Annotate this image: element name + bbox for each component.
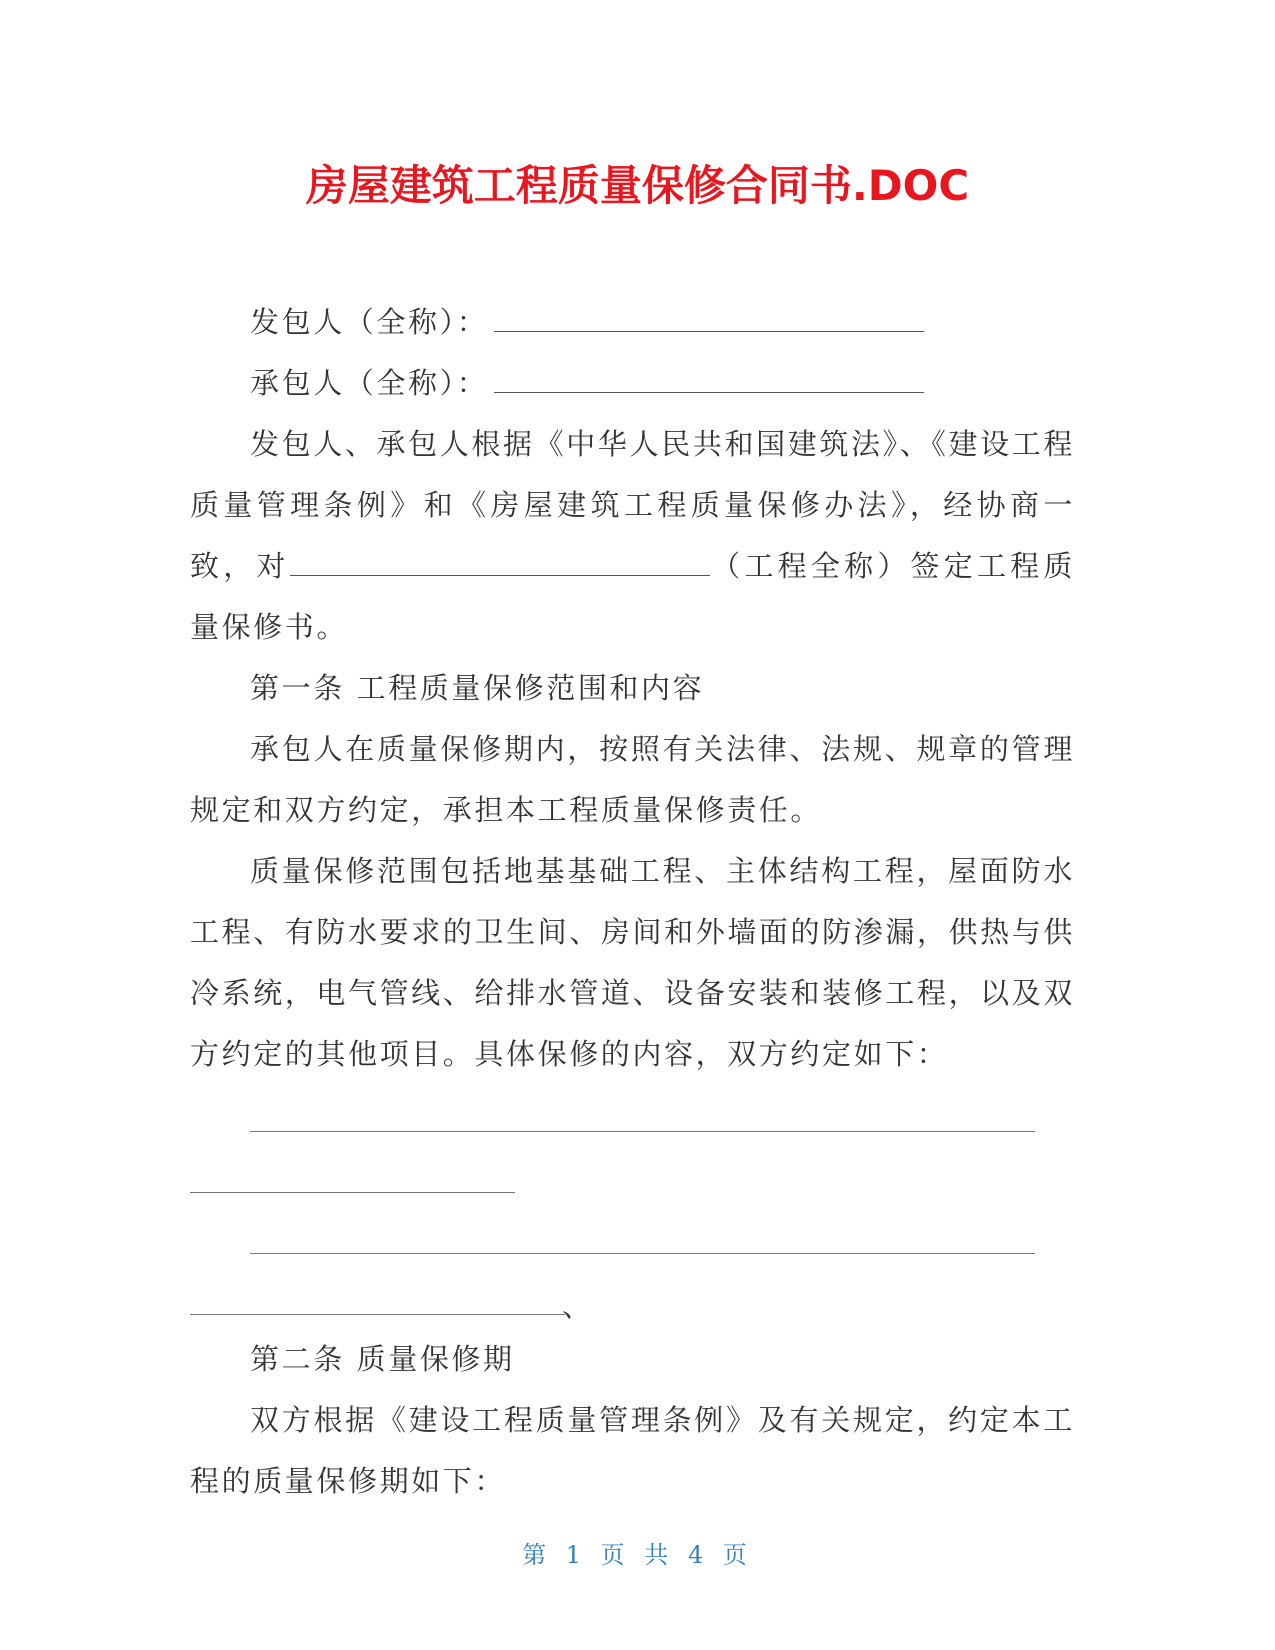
- blank-item-2: [190, 1207, 1075, 1268]
- page-number: 第 1 页 共 4 页: [522, 1541, 753, 1569]
- intro-paragraph: [190, 414, 1075, 658]
- party-a-line: [190, 292, 1075, 353]
- blank-line: [190, 1314, 565, 1315]
- blank-item-1: [190, 1085, 1075, 1146]
- article1-paragraph-2: 质量保修范围包括地基基础工程、主体结构工程，屋面防水工程、有防水要求的卫生间、房间和外墙面的防渗漏，供热与供冷系统，电气管线、给排水管道、设备安装和装修工程，以及双方约定的其他项目。具体保修的内容，双方约定如下：: [190, 854, 1075, 1071]
- article1-heading: 第一条 工程质量保修范围和内容: [250, 671, 705, 705]
- blank-line: [250, 1131, 1035, 1132]
- party-a-blank: [494, 301, 924, 332]
- blank-item-2-cont: [190, 1268, 1075, 1329]
- party-a-label: 发包人（全称）：: [250, 305, 489, 339]
- party-b-label: 承包人（全称）：: [250, 366, 489, 400]
- document-body: [190, 292, 1075, 1512]
- blank-line: [250, 1253, 1035, 1254]
- blank-suffix: 、: [562, 1289, 594, 1323]
- intro-text-1: 发包人、承包人根据《中华人民共和国建筑法》、《建设工程质量管理条例》和《房屋建筑工程质量保修办法》，经协商一致，对: [190, 427, 1075, 583]
- article1-paragraph-1: 承包人在质量保修期内，按照有关法律、法规、规章的管理规定和双方约定，承担本工程质量保修责任。: [190, 732, 1075, 827]
- article2-paragraph-1: 双方根据《建设工程质量管理条例》及有关规定，约定本工程的质量保修期如下：: [190, 1403, 1075, 1498]
- blank-item-1-cont: [190, 1146, 1075, 1207]
- blank-line: [190, 1192, 515, 1193]
- project-name-blank: [290, 545, 710, 576]
- document-title: 房屋建筑工程质量保修合同书.DOC: [305, 161, 970, 210]
- party-b-blank: [494, 362, 924, 393]
- intro-text-2: （工程全称）签定工程质量保修书。: [190, 549, 1075, 644]
- party-b-line: [190, 353, 1075, 414]
- article2-heading: 第二条 质量保修期: [250, 1342, 515, 1376]
